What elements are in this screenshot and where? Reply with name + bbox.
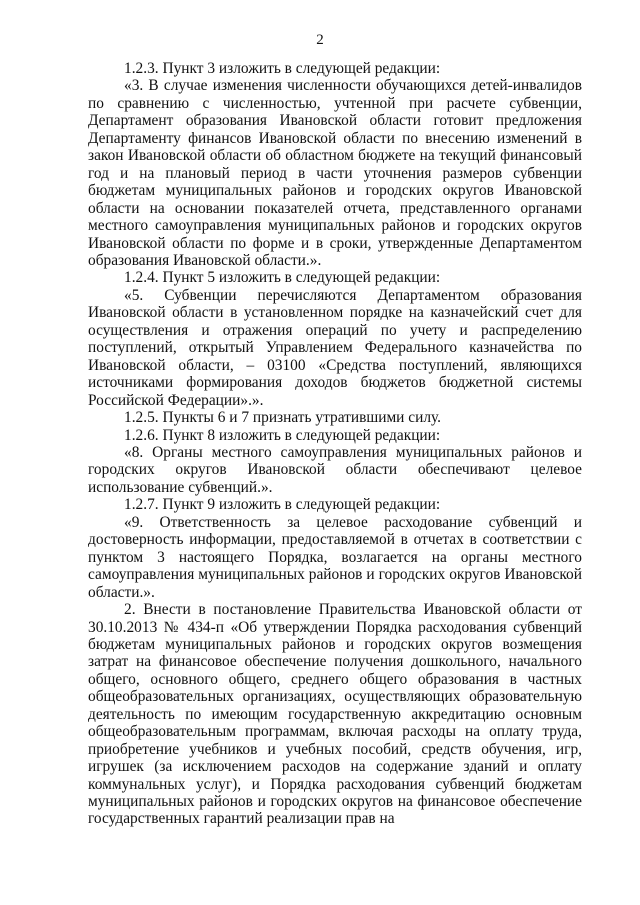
paragraph-1-2-7-heading: 1.2.7. Пункт 9 изложить в следующей редакции: xyxy=(124,496,441,514)
paragraph-item-9-text: «9. Ответственность за целевое расходование субвенций и достоверность информации, предоставляемой в отчетах в соответствии с пунктом 3 настоящего Порядка, возлагается на органы местного самоуправления муниципальных районов и городских округов Ивановской области.». xyxy=(88,513,582,601)
paragraph-1-2-4-heading: 1.2.4. Пункт 5 изложить в следующей редакции: xyxy=(124,269,441,287)
document-body xyxy=(88,60,582,828)
paragraph-item-5-text: «5. Субвенции перечисляются Департаментом образования Ивановской области в установленном порядке на казначейский счет для осуществления и отражения операций по учету и распределению поступлений, открытый Управлением Федерального казначейства по Ивановской области, – 03100 «Средства поступлений, являющихся источниками формирования доходов бюджетов бюджетной системы Российской Федерации».». xyxy=(88,286,582,409)
paragraph-1-2-6-heading: 1.2.6. Пункт 8 изложить в следующей редакции: xyxy=(124,426,441,444)
paragraph-1-2-5: 1.2.5. Пункты 6 и 7 признать утратившими силу. xyxy=(124,409,442,427)
paragraph-item-8-text: «8. Органы местного самоуправления муниципальных районов и городских округов Ивановской области обеспечивают целевое использование субвенций.». xyxy=(88,443,582,496)
page-number: 2 xyxy=(316,32,324,48)
paragraph-item-3-text: «3. В случае изменения численности обучающихся детей-инвалидов по сравнению с численностью, учтенной при расчете субвенции, Департамент образования Ивановской области готовит предложения Департаменту финансов Ивановской области по внесению изменений в закон Ивановской области об областном бюджете на текущий финансовый год и на плановый период в части уточнения размеров субвенции бюджетам муниципальных районов и городских округов Ивановской области на основании показателей отчета, представленного органами местного самоуправления муниципальных районов и городских округов Ивановской области по форме и в сроки, утвержденные Департаментом образования Ивановской области.». xyxy=(88,77,582,269)
paragraph-1-2-3-heading: 1.2.3. Пункт 3 изложить в следующей редакции: xyxy=(124,60,441,77)
paragraph-2-amendment: 2. Внести в постановление Правительства Ивановской области от 30.10.2013 № 434-п «Об утверждении Порядка расходования субвенций бюджетам муниципальных районов и городских округов возмещения затрат на финансовое обеспечение получения дошкольного, начального общего, основного общего, среднего общего образования в частных общеобразовательных организациях, осуществляющих образовательную деятельность по имеющим государственную аккредитацию основным общеобразовательным программам, включая расходы на оплату труда, приобретение учебников и учебных пособий, средств обучения, игр, игрушек (за исключением расходов на содержание зданий и оплату коммунальных услуг), и Порядка расходования субвенций бюджетам муниципальных районов и городских округов на финансовое обеспечение государственных гарантий реализации прав на xyxy=(88,601,582,828)
